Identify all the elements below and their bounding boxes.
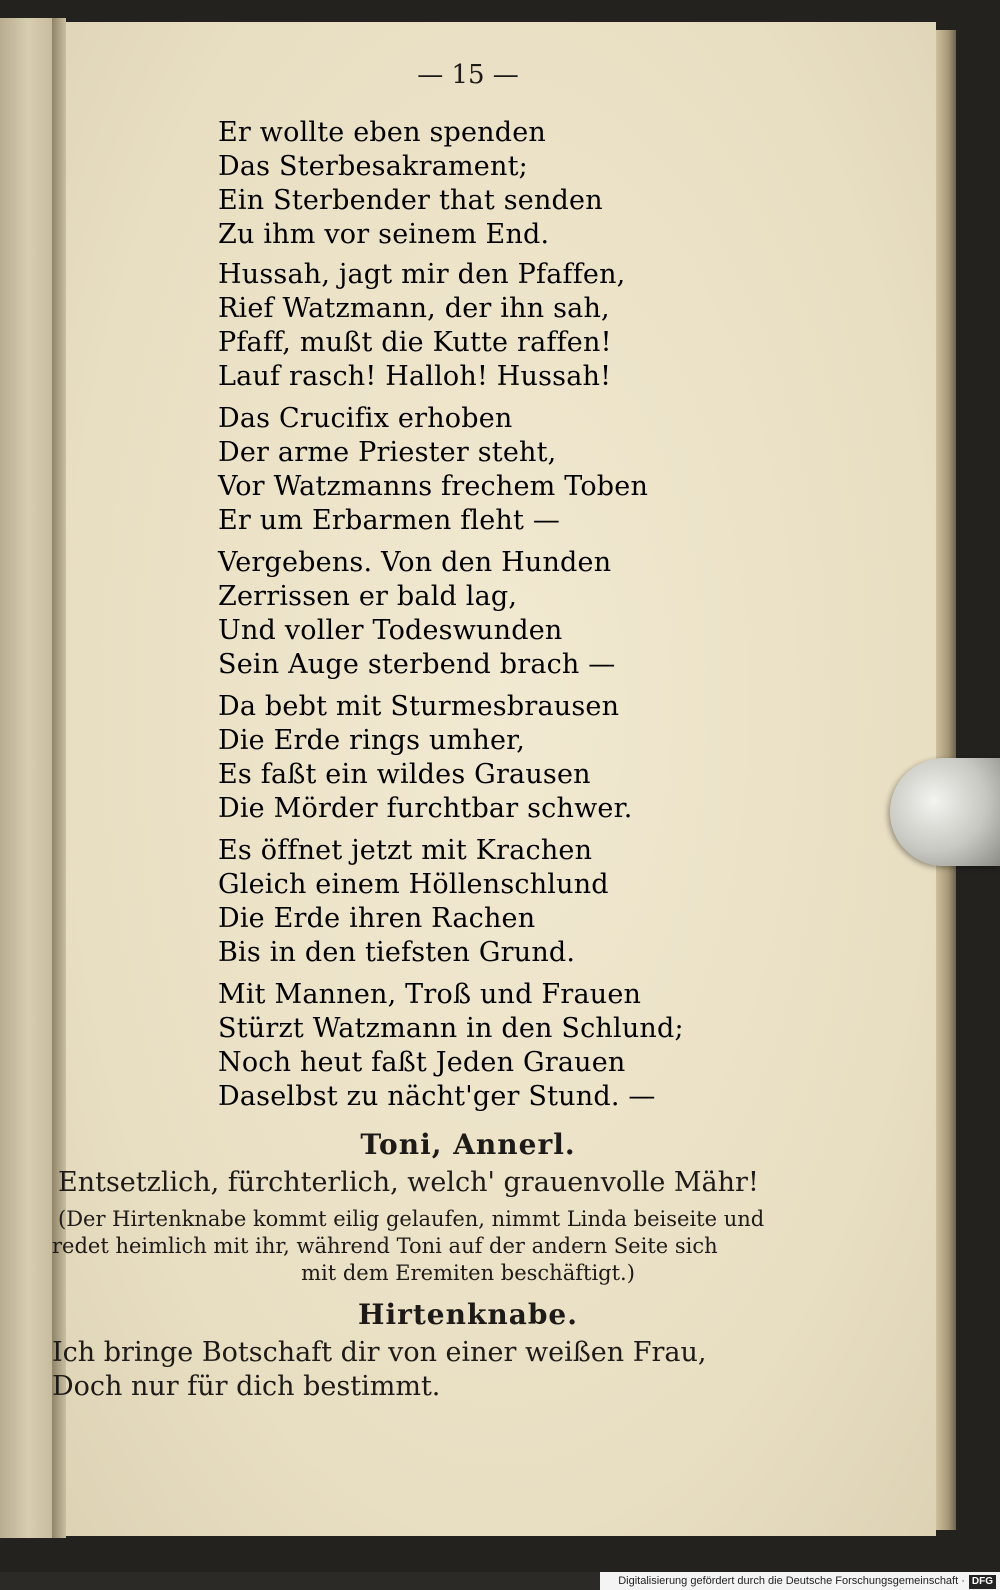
- page-holder-clip: [890, 758, 1000, 866]
- verse-line: Das Crucifix erhoben: [218, 403, 513, 434]
- verse-line: Der arme Priester steht,: [218, 437, 557, 468]
- verse-line: Er wollte eben spenden: [218, 117, 547, 148]
- verse-line: Mit Mannen, Troß und Frauen: [218, 979, 642, 1010]
- verse-line: Zerrissen er bald lag,: [218, 581, 518, 612]
- speech-toni-annerl: Entsetzlich, fürchterlich, welch' grauenvolle Mähr!: [58, 1167, 759, 1198]
- stanza-2: [218, 258, 625, 394]
- dfg-logo: DFG: [969, 1575, 996, 1589]
- verse-line: Es faßt ein wildes Grausen: [218, 759, 591, 790]
- stanza-3: [218, 402, 648, 538]
- stanza-4: [218, 546, 616, 682]
- verse-line: Die Mörder furchtbar schwer.: [218, 793, 633, 824]
- verse-line: Lauf rasch! Halloh! Hussah!: [218, 361, 612, 392]
- verse-line: Pfaff, mußt die Kutte raffen!: [218, 327, 612, 358]
- verse-line: Es öffnet jetzt mit Krachen: [218, 835, 593, 866]
- verse-line: Hussah, jagt mir den Pfaffen,: [218, 259, 626, 290]
- verse-line: Daselbst zu nächt'ger Stund. —: [218, 1081, 656, 1112]
- speech-hirtenknabe-line: Ich bringe Botschaft dir von einer weißen Frau,: [52, 1337, 707, 1368]
- speech-hirtenknabe-line: Doch nur für dich bestimmt.: [52, 1371, 441, 1402]
- stage-direction-line: mit dem Eremiten beschäftigt.): [301, 1261, 635, 1285]
- stanza-1: [218, 116, 603, 252]
- speaker-heading-toni-annerl: Toni, Annerl.: [360, 1128, 576, 1161]
- verse-line: Und voller Todeswunden: [218, 615, 563, 646]
- verse-line: Vergebens. Von den Hunden: [218, 547, 612, 578]
- stanza-7: [218, 978, 684, 1114]
- verse-line: Da bebt mit Sturmesbrausen: [218, 691, 620, 722]
- verse-line: Vor Watzmanns frechem Toben: [218, 471, 649, 502]
- stage-direction-line: (Der Hirtenknabe kommt eilig gelaufen, nimmt Linda beiseite und: [58, 1207, 765, 1231]
- stanza-6: [218, 834, 609, 970]
- verse-line: Die Erde ihren Rachen: [218, 903, 536, 934]
- stage-direction-line: redet heimlich mit ihr, während Toni auf der andern Seite sich: [52, 1234, 718, 1258]
- verse-line: Rief Watzmann, der ihn sah,: [218, 293, 610, 324]
- verse-line: Sein Auge sterbend brach —: [218, 649, 616, 680]
- verse-line: Die Erde rings umher,: [218, 725, 526, 756]
- speaker-heading-hirtenknabe: Hirtenknabe.: [358, 1298, 578, 1331]
- stanza-5: [218, 690, 633, 826]
- digitization-credit: [600, 1572, 1000, 1590]
- verse-line: Ein Sterbender that senden: [218, 185, 603, 216]
- verse-line: Noch heut faßt Jeden Grauen: [218, 1047, 626, 1078]
- credit-text: Digitalisierung gefördert durch die Deutsche Forschungsgemeinschaft ·: [618, 1575, 965, 1587]
- verse-line: Bis in den tiefsten Grund.: [218, 937, 576, 968]
- verse-line: Zu ihm vor seinem End.: [218, 219, 550, 250]
- verse-line: Er um Erbarmen fleht —: [218, 505, 561, 536]
- verse-line: Stürzt Watzmann in den Schlund;: [218, 1013, 684, 1044]
- verse-line: Gleich einem Höllenschlund: [218, 869, 609, 900]
- page-number: — 15 —: [417, 60, 519, 90]
- verse-line: Das Sterbesakrament;: [218, 151, 528, 182]
